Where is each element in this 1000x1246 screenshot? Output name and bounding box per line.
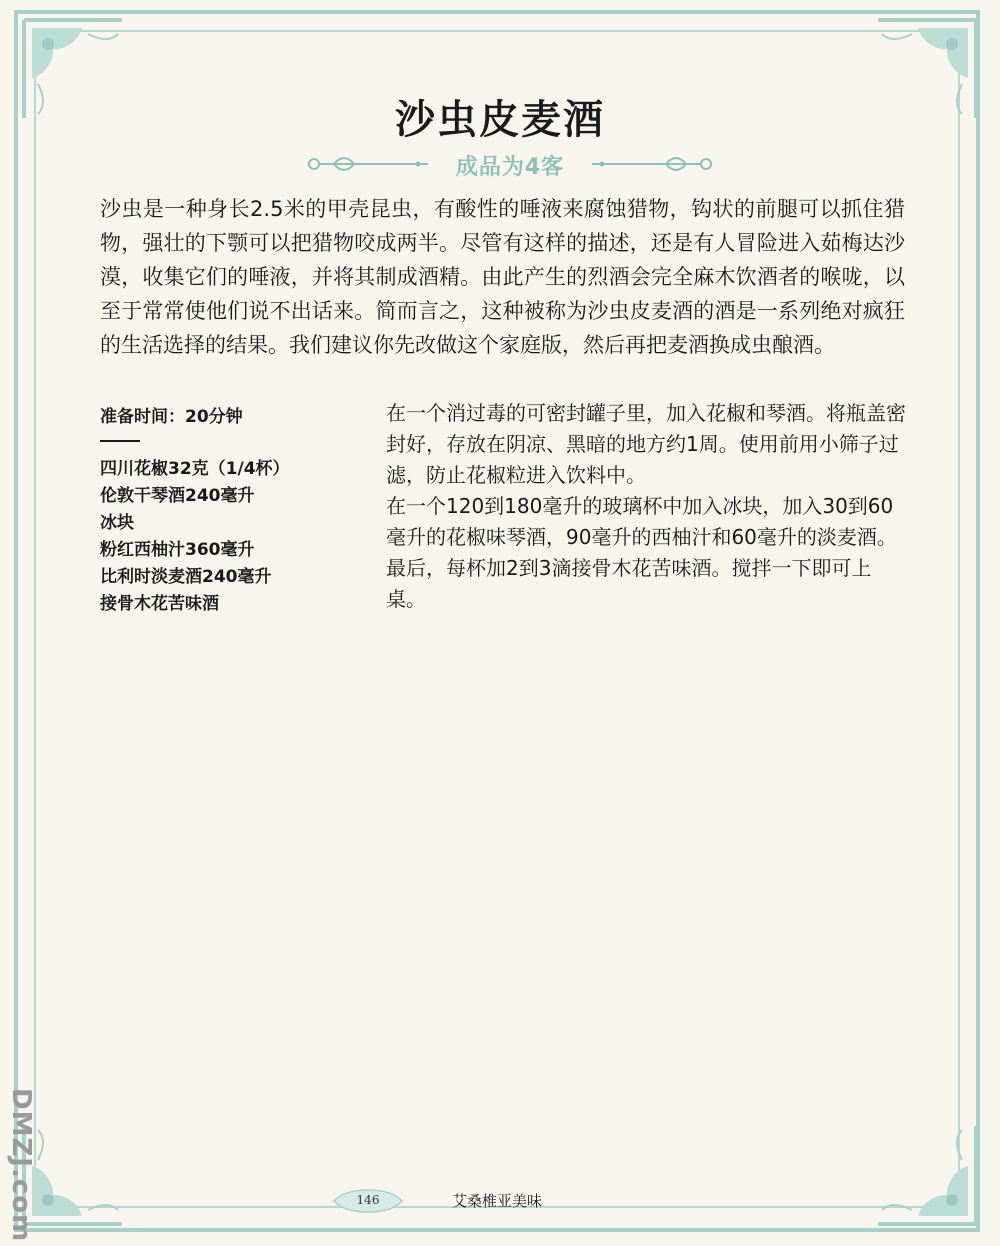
method-step: 在一个120到180毫升的玻璃杯中加入冰块，加入30到60毫升的花椒味琴酒，90毫升的西柚汁和60毫升的淡麦酒。最后，每杯加2到3滴接骨木花苦味酒。搅拌一下即可上桌。: [386, 494, 897, 611]
recipe-title: 沙虫皮麦酒: [395, 96, 605, 143]
ingredient-list: [100, 456, 290, 618]
ingredient-item: 比利时淡麦酒240毫升: [100, 567, 272, 587]
corner-ornament-icon: [872, 1120, 982, 1230]
method-step: 在一个消过毒的可密封罐子里，加入花椒和琴酒。将瓶盖密封好，存放在阴凉、黑暗的地方约1周。使用前用小筛子过滤，防止花椒粒进入饮料中。: [386, 401, 906, 487]
ingredient-item: 冰块: [100, 513, 134, 533]
intro-paragraph: 沙虫是一种身长2.5米的甲壳昆虫，有酸性的唾液来腐蚀猎物，钩状的前腿可以抓住猎物，强壮的下颚可以把猎物咬成两半。尽管有这样的描述，还是有人冒险进入茹梅达沙漠，收集它们的唾液，并将其制成酒精。由此产生的烈酒会完全麻木饮酒者的喉咙，以至于常常使他们说不出话来。简而言之，这种被称为沙虫皮麦酒的酒是一系列绝对疯狂的生活选择的结果。我们建议你先改做这个家庭版，然后再把麦酒换成虫酿酒。: [100, 197, 905, 357]
watermark-text: DMZJ.com: [6, 1088, 36, 1243]
page-number-badge: [330, 1188, 406, 1214]
ingredient-item: 四川花椒32克（1/4杯）: [100, 459, 290, 479]
servings-banner: [300, 146, 720, 182]
page-number: 146: [356, 1193, 380, 1207]
prep-time-label: 准备时间：20分钟: [100, 407, 243, 427]
prep-divider: [100, 440, 140, 442]
ingredient-item: 伦敦干琴酒240毫升: [100, 486, 255, 506]
ingredient-item: 接骨木花苦味酒: [100, 594, 219, 614]
site-watermark: [0, 1082, 38, 1243]
running-footer-title: 艾桑椎亚美味: [452, 1192, 543, 1210]
method-section: [386, 398, 906, 615]
servings-label: 成品为4客: [455, 155, 565, 180]
ingredient-item: 粉红西柚汁360毫升: [100, 540, 255, 560]
